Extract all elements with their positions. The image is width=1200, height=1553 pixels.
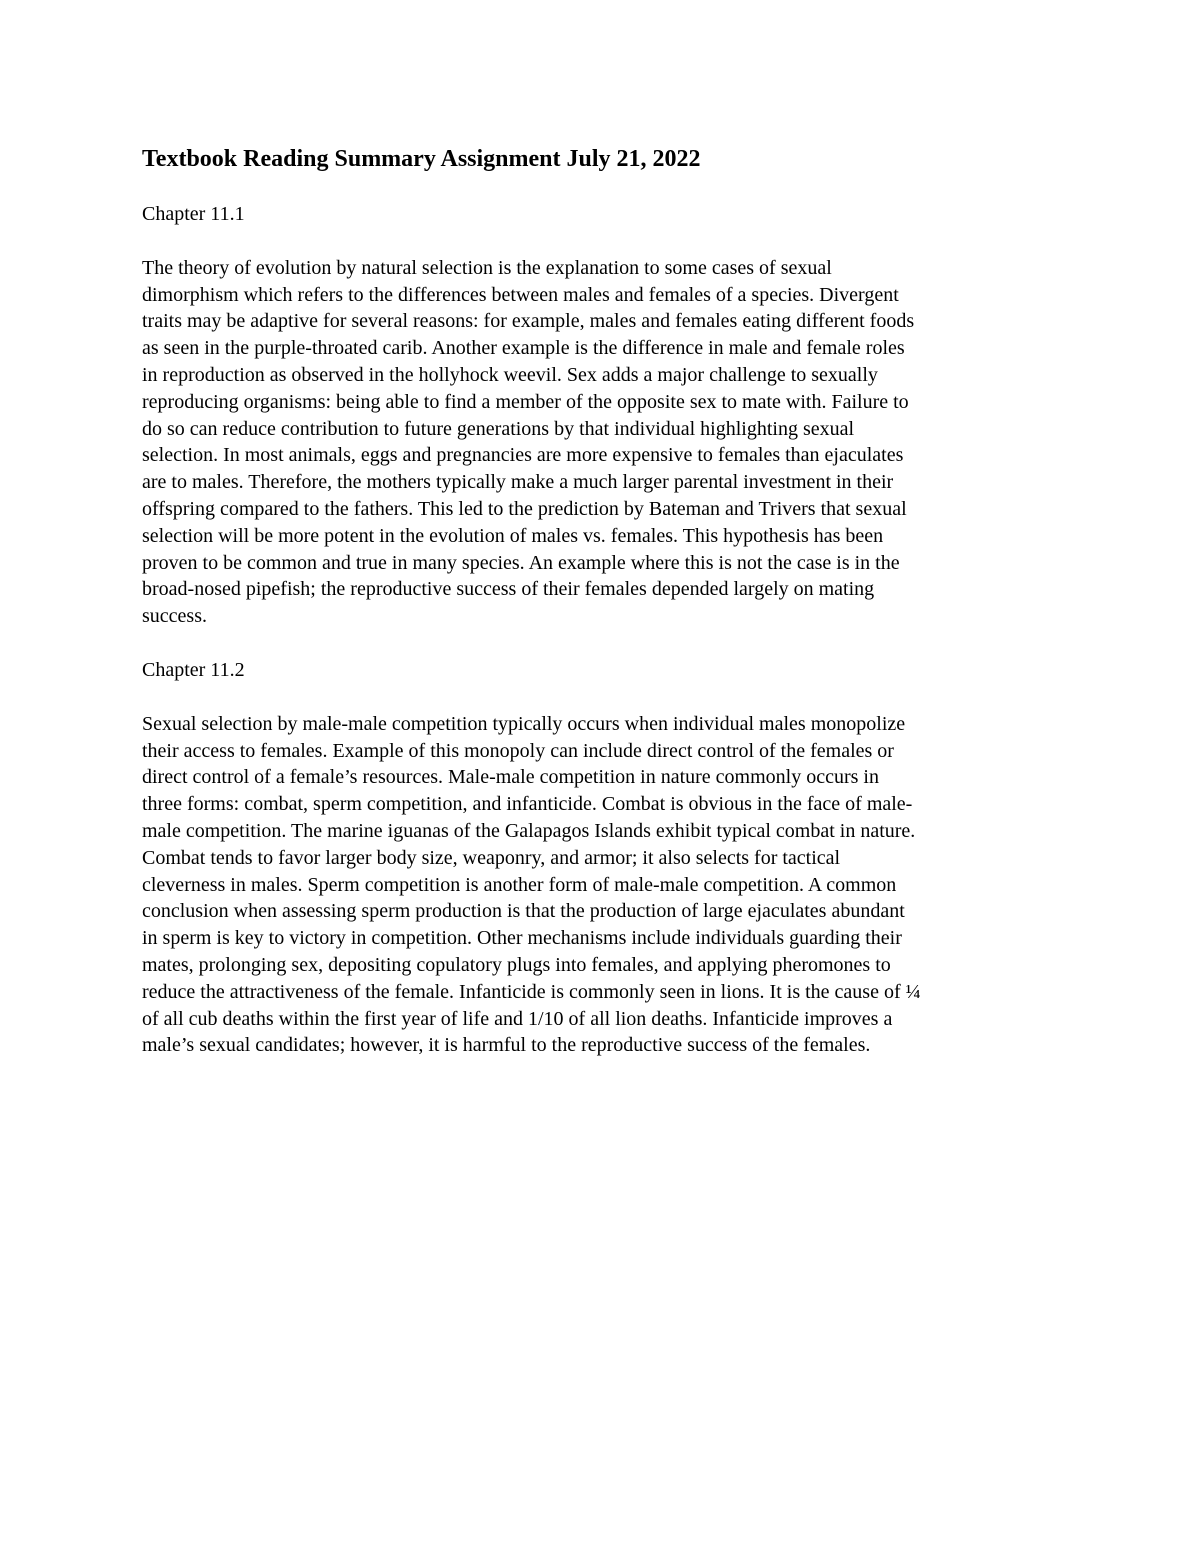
chapter-heading-11-2: Chapter 11.2	[142, 658, 245, 681]
paragraph-line: of all cub deaths within the first year of life and 1/10 of all lion deaths. Infanticide improves a	[142, 1007, 893, 1030]
paragraph-line: cleverness in males. Sperm competition is another form of male-male competition. A common	[142, 873, 897, 896]
paragraph-line: are to males. Therefore, the mothers typically make a much larger parental investment in their	[142, 471, 894, 494]
paragraph-line: in reproduction as observed in the hollyhock weevil. Sex adds a major challenge to sexually	[142, 363, 878, 386]
paragraph-line: dimorphism which refers to the differences between males and females of a species. Divergent	[142, 283, 899, 306]
paragraph-line: traits may be adaptive for several reasons: for example, males and females eating different foods	[142, 310, 915, 333]
paragraph-line: The theory of evolution by natural selection is the explanation to some cases of sexual	[142, 256, 832, 279]
paragraph-line: offspring compared to the fathers. This led to the prediction by Bateman and Trivers that sexual	[142, 497, 907, 520]
document-body	[142, 142, 1062, 1059]
paragraph-line: broad-nosed pipefish; the reproductive success of their females depended largely on mating	[142, 578, 875, 601]
paragraph-line: in sperm is key to victory in competition. Other mechanisms include individuals guarding their	[142, 927, 902, 950]
chapter-heading-11-1: Chapter 11.1	[142, 203, 245, 225]
paragraph-line: selection will be more potent in the evolution of males vs. females. This hypothesis has been	[142, 524, 884, 547]
paragraph-line: selection. In most animals, eggs and pregnancies are more expensive to females than ejaculates	[142, 444, 904, 467]
paragraph-line: three forms: combat, sperm competition, and infanticide. Combat is obvious in the face of male-	[142, 793, 913, 816]
paragraph-line: do so can reduce contribution to future generations by that individual highlighting sexual	[142, 417, 855, 440]
paragraph-line: conclusion when assessing sperm production is that the production of large ejaculates abundant	[142, 900, 905, 923]
paragraph-line: male competition. The marine iguanas of the Galapagos Islands exhibit typical combat in nature.	[142, 819, 916, 842]
paragraph-line: reduce the attractiveness of the female. Infanticide is commonly seen in lions. It is the cause of ¼	[142, 980, 921, 1003]
paragraph-line: direct control of a female’s resources. Male-male competition in nature commonly occurs in	[142, 766, 879, 789]
paragraph-line: Sexual selection by male-male competition typically occurs when individual males monopolize	[142, 712, 906, 735]
chapter-11-2-paragraph	[142, 711, 1062, 1059]
paragraph-line: Combat tends to favor larger body size, weaponry, and armor; it also selects for tactical	[142, 846, 841, 869]
paragraph-line: as seen in the purple-throated carib. Another example is the difference in male and female roles	[142, 337, 905, 360]
paragraph-line: proven to be common and true in many species. An example where this is not the case is in the	[142, 551, 900, 574]
paragraph-line: male’s sexual candidates; however, it is harmful to the reproductive success of the females.	[142, 1034, 871, 1057]
paragraph-line: their access to females. Example of this monopoly can include direct control of the females or	[142, 739, 894, 762]
document-title: Textbook Reading Summary Assignment July 21, 2022	[142, 146, 701, 172]
chapter-11-1-paragraph	[142, 255, 1062, 630]
paragraph-line: mates, prolonging sex, depositing copulatory plugs into females, and applying pheromones to	[142, 953, 891, 976]
paragraph-line: reproducing organisms: being able to find a member of the opposite sex to mate with. Failure to	[142, 390, 909, 413]
paragraph-line: success.	[142, 605, 207, 628]
